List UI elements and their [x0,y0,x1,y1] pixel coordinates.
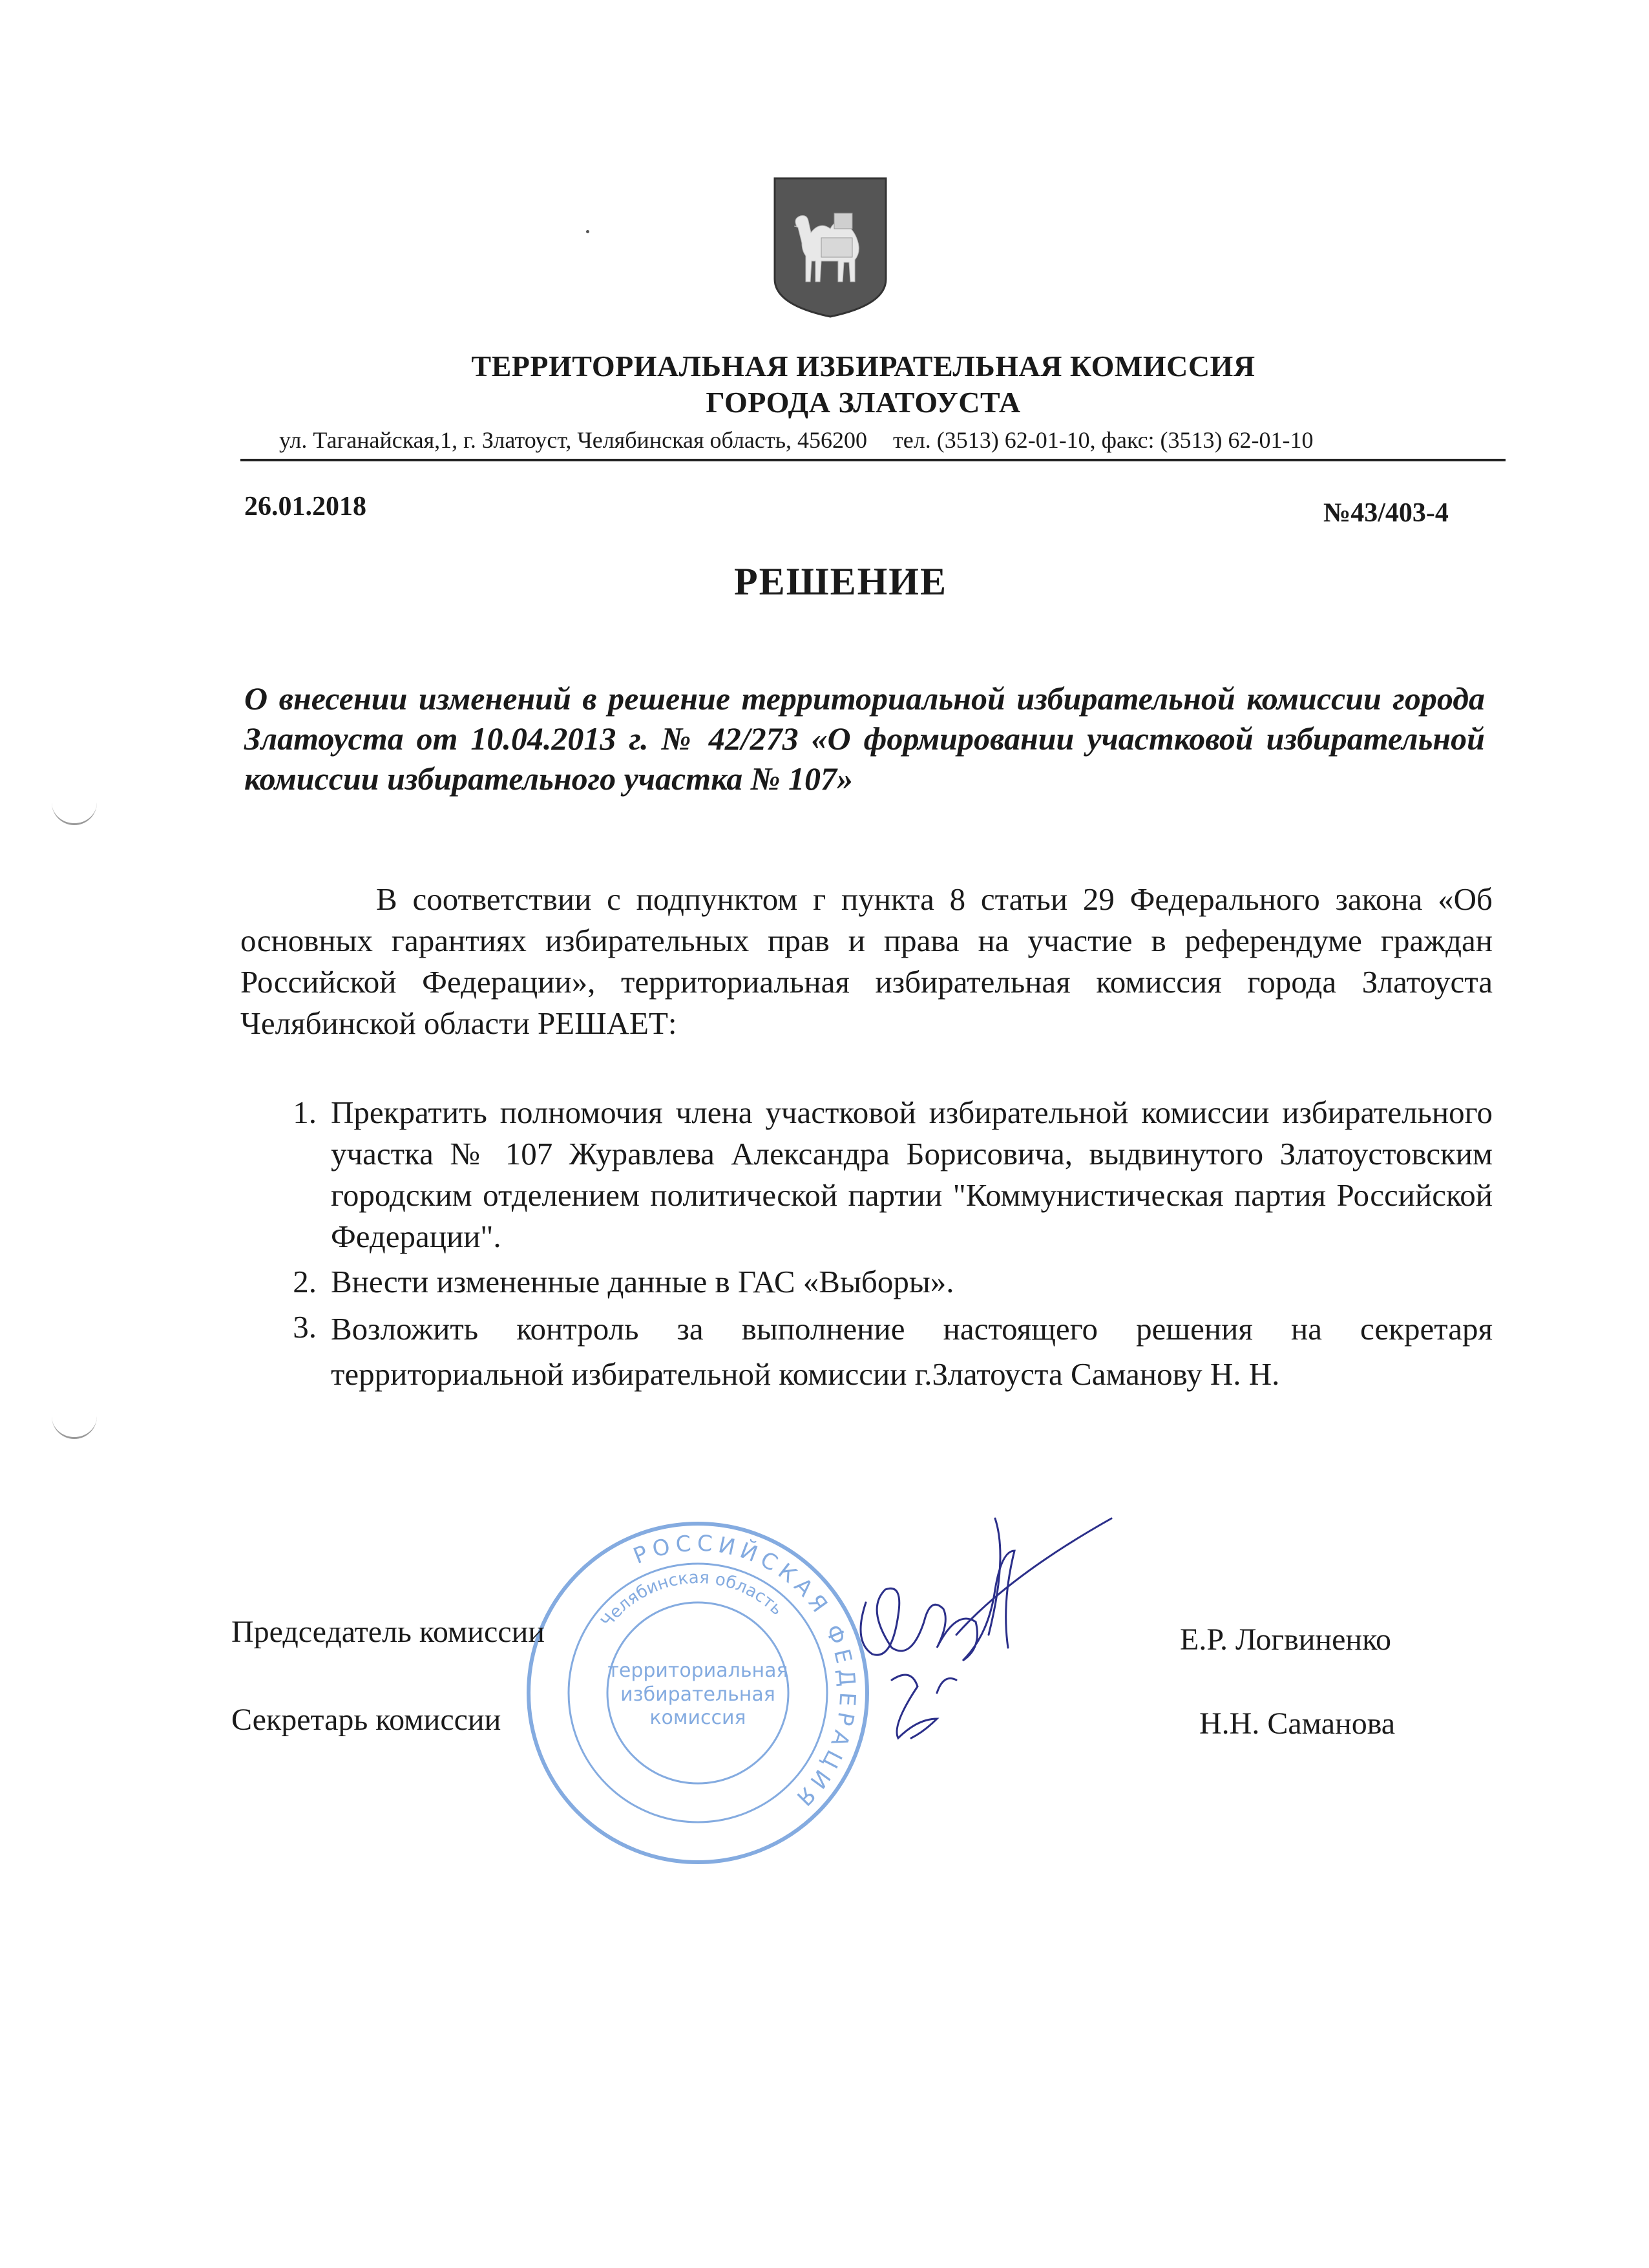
header-divider [240,459,1506,461]
org-name-line1: ТЕРРИТОРИАЛЬНАЯ ИЗБИРАТЕЛЬНАЯ КОМИССИЯ [471,350,1255,383]
item-number: 3. [293,1309,317,1345]
punch-hole-mark [52,1415,97,1439]
official-stamp [517,1512,879,1874]
secretary-label: Секретарь комиссии [231,1703,501,1737]
item-text: Возложить контроль за выполнение настоящего решения на секретаря территориальной избирательной комиссии г.Златоуста Саманову Н. Н. [331,1311,1493,1392]
phone-fax-text: тел. (3513) 62-01-10, факс: (3513) 62-01-10 [893,427,1314,453]
org-name-line2: ГОРОДА ЗЛАТОУСТА [706,386,1021,419]
stamp-center-line1: территориальная [607,1659,788,1682]
item-text: Прекратить полномочия члена участковой избирательной комиссии избирательного участка № 107 Журавлева Александра Борисовича, выдвинутого Златоустовским городским отделением политической партии "Коммунистическая партия Российской Федерации". [331,1095,1493,1254]
chair-name: Е.Р. Логвиненко [1180,1622,1391,1657]
document-date: 26.01.2018 [244,492,366,521]
stamp-center-line3: комиссия [649,1706,746,1729]
item-text: Внести измененные данные в ГАС «Выборы». [331,1264,954,1299]
stamp-center-line2: избирательная [620,1683,775,1706]
scan-dot [586,230,589,233]
stamp-region-text: Челябинская область [597,1568,787,1632]
org-address [279,426,1494,454]
handwritten-signature [840,1506,1150,1764]
punch-hole-mark [52,801,97,825]
list-item [240,1307,1493,1397]
item-number: 1. [293,1095,317,1130]
document-subject: О внесении изменений в решение территориальной избирательной комиссии города Златоуста от 10.04.2013 г. № 42/273 «О формировании участковой избирательной комиссии избирательного участка № 107» [244,680,1485,797]
intro-paragraph: В соответствии с подпунктом г пункта 8 статьи 29 Федерального закона «Об основных гарантиях избирательных прав и права на участие в референдуме граждан Российской Федерации», территориальная избирательная комиссия города Златоуста Челябинской области РЕШАЕТ: [240,881,1493,1041]
stamp-ring-text: РОССИЙСКАЯ ФЕДЕРАЦИЯ [629,1530,861,1814]
secretary-name: Н.Н. Саманова [1199,1706,1396,1741]
coat-of-arms-icon [772,176,888,319]
document-number: №43/403-4 [1323,498,1449,528]
decision-items [240,1092,1493,1401]
list-item [240,1092,1493,1257]
list-item [240,1261,1493,1303]
item-number: 2. [293,1264,317,1299]
address-text: ул. Таганайская,1, г. Златоуст, Челябинская область, 456200 [279,427,868,453]
document-title: РЕШЕНИЕ [734,560,947,603]
chair-label: Председатель комиссии [231,1615,545,1649]
